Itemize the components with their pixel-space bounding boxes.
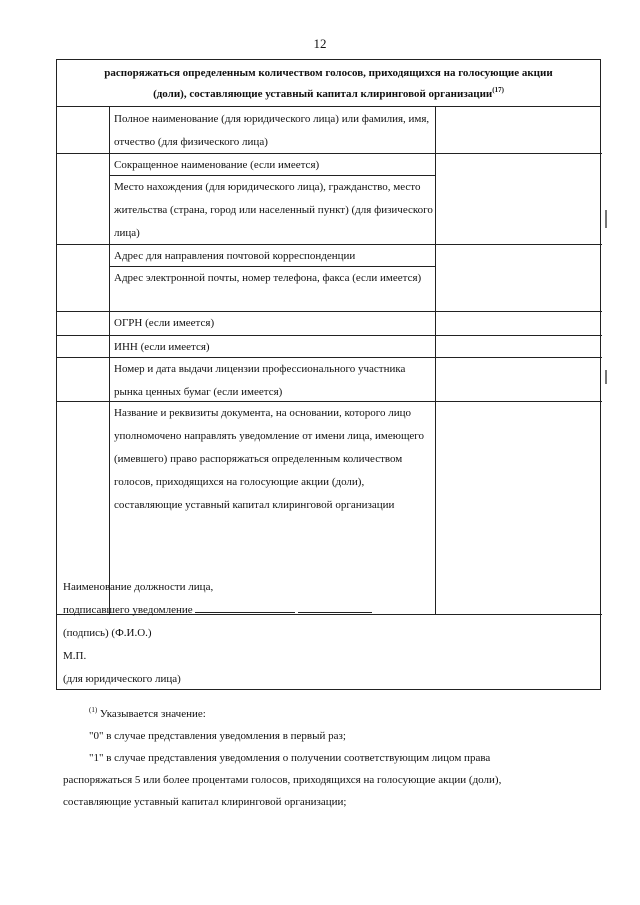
signature-block [63, 576, 372, 691]
stamp-caption: (для юридического лица) [63, 673, 181, 685]
scan-artifact [605, 370, 607, 384]
row-label-ogrn: ОГРН (если имеется) [114, 317, 215, 329]
signature-blank [195, 602, 295, 613]
header-line-1: распоряжаться определенным количеством голосов, приходящихся на голосующие акции [104, 67, 553, 79]
notification-form-table [56, 59, 601, 690]
name-blank [298, 602, 372, 613]
footnote-item-1-cont2: составляющие уставный капитал клиринговой организации; [63, 796, 347, 808]
row-label-short-name: Сокращенное наименование (если имеется) [114, 159, 320, 171]
footnotes [63, 703, 603, 813]
footnote-intro: $^{(1)}$ Указывается значение: [89, 706, 206, 720]
row-label-contacts: Адрес электронной почты, номер телефона, факса (если имеется) [114, 272, 422, 284]
footnote-item-0: "0" в случае представления уведомления в первый раз; [89, 730, 346, 742]
row-label-postal-address: Адрес для направления почтовой корреспонденции [114, 250, 356, 262]
signature-signer-line: подписавшего уведомление [63, 599, 372, 622]
page-number: 12 [313, 36, 327, 51]
row-label-inn: ИНН (если имеется) [114, 341, 210, 353]
column-divider-right [435, 107, 436, 614]
header-line-2: (доли), составляющие уставный капитал клиринговой организации$^{(17)}$ [153, 86, 504, 100]
footnote-ref: (17) [492, 86, 504, 94]
signature-position-label: Наименование должности лица, [63, 581, 214, 593]
row-label-location: Место нахождения (для юридического лица), гражданство, место жительства (страна, город или населенный пункт) (для физического лица) [114, 181, 433, 239]
footnote-item-1: "1" в случае представления уведомления о получении соответствующим лицом права [89, 752, 491, 764]
stamp-label: М.П. [63, 650, 87, 662]
signature-caption: (подпись) (Ф.И.О.) [63, 627, 152, 639]
footnote-item-1-cont: распоряжаться 5 или более процентами голосов, приходящихся на голосующие акции (доли), [63, 774, 502, 786]
column-divider-left [109, 107, 110, 614]
row-label-full-name: Полное наименование (для юридического лица) или фамилия, имя, отчество (для физического лица) [114, 113, 430, 148]
row-label-license: Номер и дата выдачи лицензии профессионального участника рынка ценных бумаг (если имеется) [114, 363, 406, 398]
scan-artifact [605, 210, 607, 228]
table-header [57, 60, 600, 107]
row-label-authority-document: Название и реквизиты документа, на основании, которого лицо уполномочено направлять уведомление от имени лица, имеющего (имевшего) право распоряжаться определенным количеством голосов, приходящихся на голосующие акции (доли), составляющие уставный капитал клиринговой организации [114, 407, 425, 511]
